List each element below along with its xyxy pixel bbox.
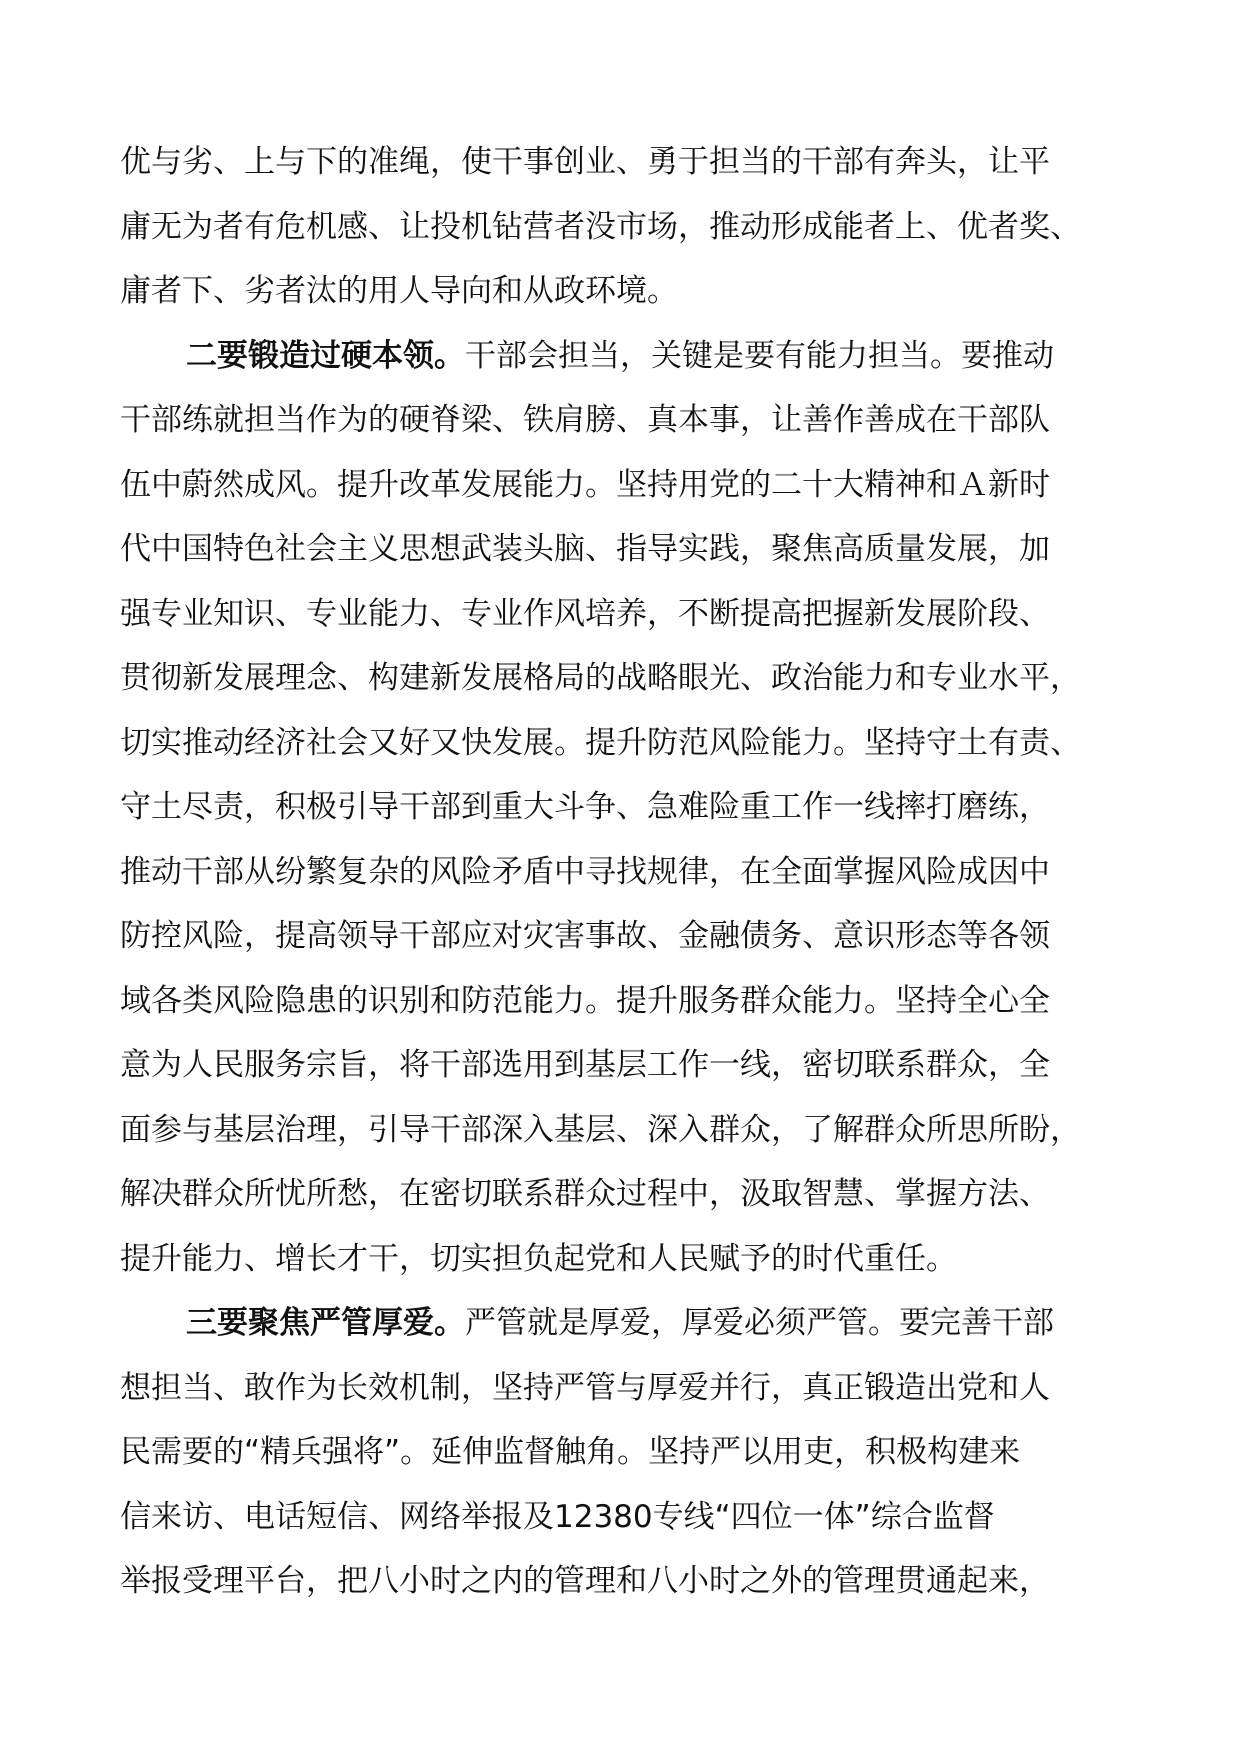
text-line: 强专业知识、专业能力、专业作风培养，不断提高把握新发展阶段、	[120, 595, 1050, 632]
text-span: 干部会担当，关键是要有能力担当。要推动	[465, 337, 1054, 374]
text-line: 域各类风险隐患的识别和防范能力。提升服务群众能力。坚持全心全	[120, 982, 1050, 1019]
text-line: 伍中蔚然成风。提升改革发展能力。坚持用党的二十大精神和Ａ新时	[120, 466, 1050, 503]
paragraph-2	[120, 324, 1130, 1292]
paragraph-3	[120, 1291, 1130, 1614]
text-line: 代中国特色社会主义思想武装头脑、指导实践，聚焦高质量发展，加	[120, 531, 1050, 567]
paragraph-1	[120, 130, 1130, 324]
text-line: 守土尽责，积极引导干部到重大斗争、急难险重工作一线摔打磨练，	[120, 789, 1050, 825]
text-line: 防控风险，提高领导干部应对灾害事故、金融债务、意识形态等各领	[120, 918, 1050, 954]
text-line: 想担当、敢作为长效机制，坚持严管与厚爱并行，真正锻造出党和人	[120, 1369, 1050, 1406]
text-line: 推动干部从纷繁复杂的风险矛盾中寻找规律，在全面掌握风险成因中	[120, 853, 1050, 890]
document-body	[120, 130, 1130, 1614]
text-line: 面参与基层治理，引导干部深入基层、深入群众，了解群众所思所盼，	[120, 1111, 1081, 1148]
paragraph-first-line	[120, 1291, 1130, 1356]
text-line: 解决群众所忧所愁，在密切联系群众过程中，汲取智慧、掌握方法、	[120, 1176, 1050, 1212]
text-line: 庸无为者有危机感、让投机钻营者没市场，推动形成能者上、优者奖、	[120, 208, 1081, 245]
text-line: 举报受理平台，把八小时之内的管理和八小时之外的管理贯通起来，	[120, 1563, 1050, 1599]
text-line: 优与劣、上与下的准绳，使干事创业、勇于担当的干部有奔头，让平	[120, 144, 1050, 180]
text-line: 提升能力、增长才干，切实担负起党和人民赋予的时代重任。	[120, 1240, 957, 1277]
text-line: 信来访、电话短信、网络举报及12380专线“四位一体”综合监督	[120, 1498, 995, 1535]
text-line: 意为人民服务宗旨，将干部选用到基层工作一线，密切联系群众，全	[120, 1047, 1050, 1083]
paragraph-first-line	[120, 324, 1130, 389]
text-line: 庸者下、劣者汰的用人导向和从政环境。	[120, 273, 678, 309]
text-line: 切实推动经济社会又好又快发展。提升防范风险能力。坚持守土有责、	[120, 724, 1081, 761]
text-line: 干部练就担当作为的硬脊梁、铁肩膀、真本事，让善作善成在干部队	[120, 402, 1050, 438]
text-line: 民需要的“精兵强将”。延伸监督触角。坚持严以用吏，积极构建来	[120, 1434, 1021, 1470]
text-line: 贯彻新发展理念、构建新发展格局的战略眼光、政治能力和专业水平，	[120, 660, 1081, 696]
section-heading: 二要锻造过硬本领。	[186, 337, 465, 374]
section-heading: 三要聚焦严管厚爱。	[186, 1305, 465, 1341]
text-span: 严管就是厚爱，厚爱必须严管。要完善干部	[465, 1305, 1054, 1341]
